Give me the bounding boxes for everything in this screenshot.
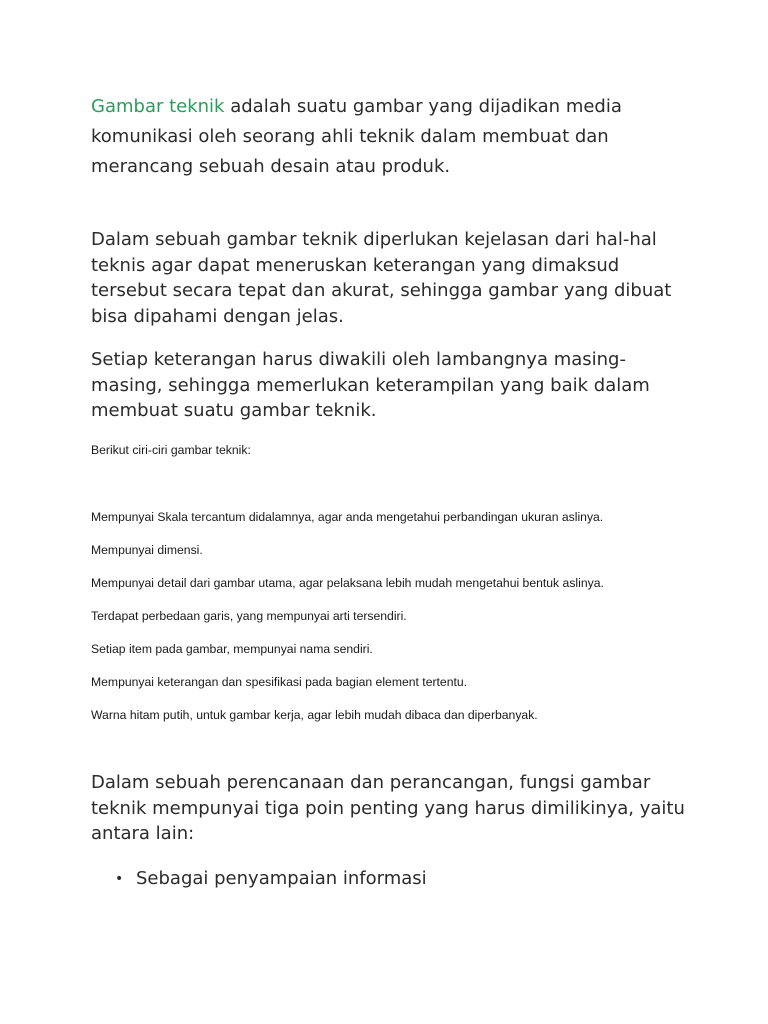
bullet-item bbox=[91, 866, 427, 892]
features-list bbox=[91, 509, 604, 740]
paragraph-kejelasan: Dalam sebuah gambar teknik diperlukan kejelasan dari hal-hal teknis agar dapat meneruskan keterangan yang dimaksud tersebut secara tepat dan akurat, sehingga gambar yang dibuat bisa dipahami dengan jelas. bbox=[91, 229, 672, 327]
list-item: Mempunyai dimensi. bbox=[91, 543, 203, 557]
list-item: Setiap item pada gambar, mempunyai nama sendiri. bbox=[91, 642, 373, 656]
paragraph-fungsi: Dalam sebuah perencanaan dan perancangan, fungsi gambar teknik mempunyai tiga poin penting yang harus dimilikinya, yaitu antara lain: bbox=[91, 772, 685, 844]
intro-text: adalah suatu gambar yang dijadikan media komunikasi oleh seorang ahli teknik dalam membuat dan merancang sebuah desain atau produk. bbox=[91, 96, 622, 177]
bullet-text: Sebagai penyampaian informasi bbox=[136, 868, 427, 889]
paragraph-lambang: Setiap keterangan harus diwakili oleh lambangnya masing-masing, sehingga memerlukan keterampilan yang baik dalam membuat suatu gambar teknik. bbox=[91, 349, 650, 421]
gambar-teknik-link[interactable]: Gambar teknik bbox=[91, 96, 225, 117]
features-lead: Berikut ciri-ciri gambar teknik: bbox=[91, 443, 251, 457]
intro-paragraph bbox=[91, 92, 651, 182]
list-item: Mempunyai Skala tercantum didalamnya, agar anda mengetahui perbandingan ukuran aslinya. bbox=[91, 510, 604, 524]
fungsi-bullet-list bbox=[91, 866, 427, 892]
list-item: Mempunyai detail dari gambar utama, agar pelaksana lebih mudah mengetahui bentuk aslinya. bbox=[91, 576, 604, 590]
list-item: Mempunyai keterangan dan spesifikasi pada bagian element tertentu. bbox=[91, 675, 468, 689]
list-item: Warna hitam putih, untuk gambar kerja, agar lebih mudah dibaca dan diperbanyak. bbox=[91, 708, 538, 722]
list-item: Terdapat perbedaan garis, yang mempunyai arti tersendiri. bbox=[91, 609, 407, 623]
bullet-dot-icon: • bbox=[115, 871, 124, 887]
